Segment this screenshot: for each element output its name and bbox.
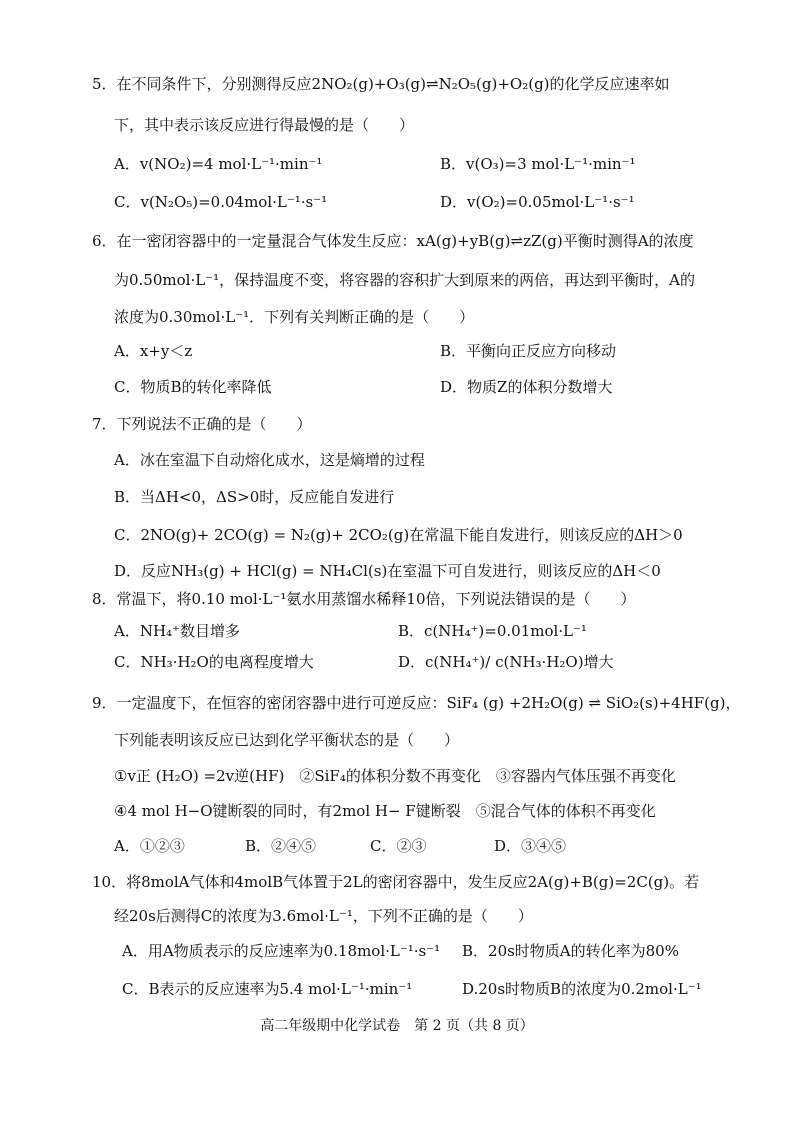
q9-stem-cont: 下列能表明该反应已达到化学平衡状态的是（ ）	[114, 731, 460, 749]
q5-option-d: D．v(O₂)=0.05mol·L⁻¹·s⁻¹	[440, 193, 635, 211]
q10-option-b: B．20s时物质A的转化率为80%	[462, 942, 679, 960]
q5-option-c: C．v(N₂O₅)=0.04mol·L⁻¹·s⁻¹	[114, 193, 328, 211]
q8-option-a: A．NH₄⁺数目增多	[114, 622, 240, 640]
q9-option-c: C．②③	[370, 837, 427, 855]
q10-option-c: C．B表示的反应速率为5.4 mol·L⁻¹·min⁻¹	[122, 980, 413, 998]
q5-option-a: A．v(NO₂)=4 mol·L⁻¹·min⁻¹	[114, 155, 323, 173]
q6-stem: 6．在一密闭容器中的一定量混合气体发生反应：xA(g)+yB(g)⇌zZ(g)平衡时测得A的浓度	[92, 232, 694, 250]
q9-stem: 9．一定温度下，在恒容的密闭容器中进行可逆反应：SiF₄ (g) +2H₂O(g) ⇌ SiO₂(s)+4HF(g)，	[92, 694, 741, 712]
q7-stem: 7．下列说法不正确的是（ ）	[92, 415, 312, 433]
q6-option-d: D．物质Z的体积分数增大	[440, 378, 613, 396]
q7-option-b: B．当ΔH<0，ΔS>0时，反应能自发进行	[114, 488, 395, 506]
page-footer: 高二年级期中化学试卷 第 2 页（共 8 页）	[260, 1018, 534, 1034]
q6-stem-cont2: 浓度为0.30mol·L⁻¹．下列有关判断正确的是（ ）	[114, 308, 475, 326]
q9-option-d: D．③④⑤	[494, 837, 567, 855]
q6-option-b: B．平衡向正反应方向移动	[440, 342, 617, 360]
q7-option-a: A．冰在室温下自动熔化成水，这是熵增的过程	[114, 451, 425, 469]
q10-stem: 10．将8molA气体和4molB气体置于2L的密闭容器中，发生反应2A(g)+B(g)=2C(g)。若	[92, 873, 700, 891]
q8-option-b: B．c(NH₄⁺)=0.01mol·L⁻¹	[398, 622, 587, 640]
q9-items-row2: ④4 mol H−O键断裂的同时，有2mol H− F键断裂 ⑤混合气体的体积不再变化	[114, 802, 656, 820]
q6-option-c: C．物质B的转化率降低	[114, 378, 272, 396]
q10-option-a: A．用A物质表示的反应速率为0.18mol·L⁻¹·s⁻¹	[122, 942, 441, 960]
q8-option-d: D．c(NH₄⁺)/ c(NH₃·H₂O)增大	[398, 653, 614, 671]
q5-stem: 5．在不同条件下，分别测得反应2NO₂(g)+O₃(g)⇌N₂O₅(g)+O₂(g)的化学反应速率如	[92, 75, 670, 93]
q8-option-c: C．NH₃·H₂O的电离程度增大	[114, 653, 314, 671]
q8-stem: 8．常温下，将0.10 mol·L⁻¹氨水用蒸馏水稀释10倍，下列说法错误的是（ ）	[92, 590, 636, 608]
q9-items-row1: ①v正 (H₂O) =2v逆(HF) ②SiF₄的体积分数不再变化 ③容器内气体压强不再变化	[114, 767, 676, 785]
q6-option-a: A．x+y＜z	[114, 342, 193, 360]
q10-stem-cont: 经20s后测得C的浓度为3.6mol·L⁻¹，下列不正确的是（ ）	[114, 907, 533, 925]
q6-stem-cont: 为0.50mol·L⁻¹，保持温度不变，将容器的容积扩大到原来的两倍，再达到平衡时，A的	[114, 271, 695, 289]
q7-option-d: D．反应NH₃(g) + HCl(g) = NH₄Cl(s)在室温下可自发进行，则该反应的ΔH＜0	[114, 562, 661, 580]
q7-option-c: C．2NO(g)+ 2CO(g) = N₂(g)+ 2CO₂(g)在常温下能自发进行，则该反应的ΔH＞0	[114, 526, 683, 544]
q5-stem-cont: 下，其中表示该反应进行得最慢的是（ ）	[114, 116, 415, 134]
q9-option-a: A．①②③	[114, 837, 185, 855]
q10-option-d: D.20s时物质B的浓度为0.2mol·L⁻¹	[462, 980, 702, 998]
q9-option-b: B．②④⑤	[245, 837, 317, 855]
q5-option-b: B．v(O₃)=3 mol·L⁻¹·min⁻¹	[440, 155, 636, 173]
